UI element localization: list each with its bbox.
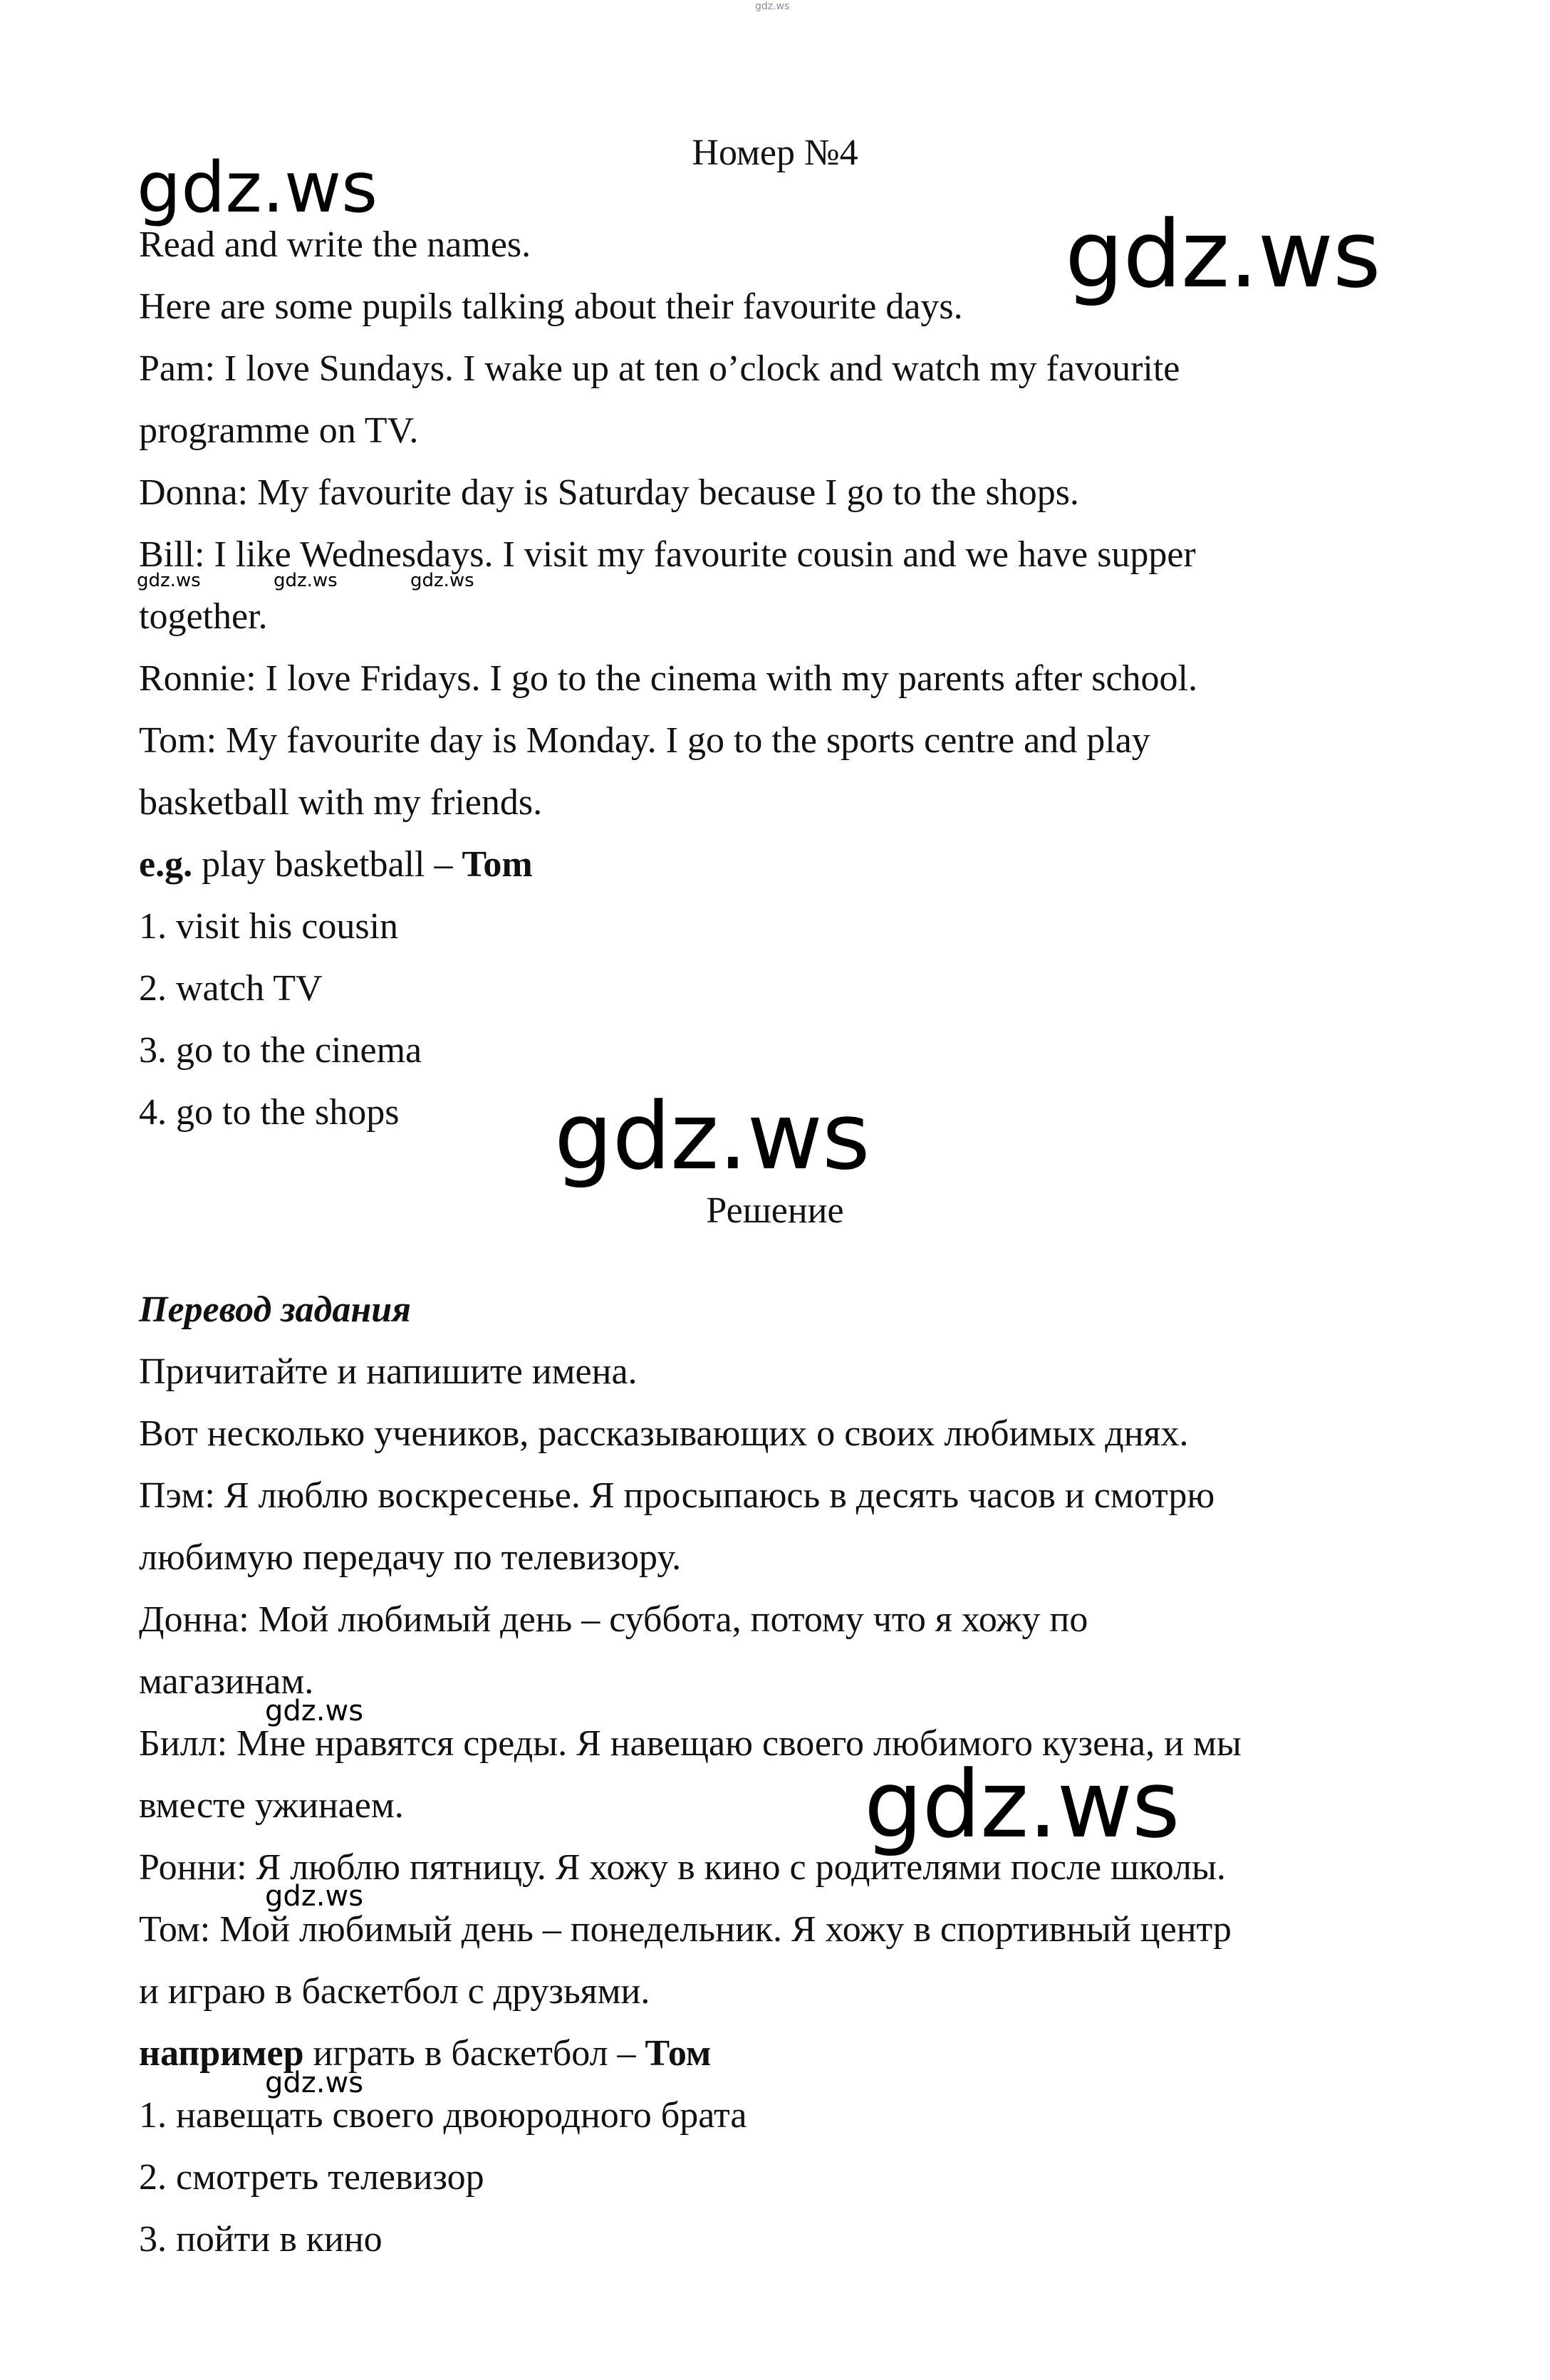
task-line: Bill: I like Wednesdays. I visit my favourite cousin and we have supper: [139, 534, 1196, 575]
task-line: Tom: My favourite day is Monday. I go to the sports centre and play: [139, 720, 1150, 761]
task-item: 2. watch TV: [139, 968, 323, 1009]
solution-line: магазинам.: [139, 1661, 314, 1702]
example-answer: Tom: [462, 844, 533, 885]
task-example: [139, 843, 533, 886]
translation-heading: Перевод задания: [139, 1289, 411, 1330]
task-line: Ronnie: I love Fridays. I go to the cinema with my parents after school.: [139, 658, 1197, 699]
task-line: basketball with my friends.: [139, 782, 543, 823]
page-title: Номер №4: [692, 132, 858, 173]
solution-instruction: Причитайте и напишите имена.: [139, 1351, 638, 1392]
solution-line: Том: Мой любимый день – понедельник. Я хожу в спортивный центр: [139, 1909, 1232, 1950]
watermark-top: gdz.ws: [755, 1, 790, 12]
solution-line: Пэм: Я люблю воскресенье. Я просыпаюсь в десять часов и смотрю: [139, 1475, 1215, 1516]
task-item: 4. go to the shops: [139, 1092, 400, 1133]
task-line: programme on TV.: [139, 410, 419, 451]
example-text: play basketball –: [192, 844, 462, 885]
example-prefix: e.g.: [139, 844, 193, 885]
solution-line: Донна: Мой любимый день – суббота, потому что я хожу по: [139, 1599, 1088, 1640]
watermark-lower-right: gdz.ws: [864, 1750, 1180, 1859]
task-item: 1. visit his cousin: [139, 906, 399, 947]
solution-line: Ронни: Я люблю пятницу. Я хожу в кино с родителями после школы.: [139, 1847, 1226, 1888]
solution-item: 1. навещать своего двоюродного брата: [139, 2095, 747, 2136]
solution-example-answer: Том: [645, 2033, 712, 2074]
watermark-top-left: gdz.ws: [137, 147, 378, 229]
task-item: 3. go to the cinema: [139, 1030, 422, 1071]
solution-heading: Решение: [706, 1190, 844, 1231]
task-line: Donna: My favourite day is Saturday because I go to the shops.: [139, 472, 1079, 513]
task-instruction: Read and write the names.: [139, 224, 531, 265]
watermark-tiny-2: gdz.ws: [274, 570, 338, 591]
solution-example-prefix: например: [139, 2033, 304, 2074]
watermark-tiny-1: gdz.ws: [137, 570, 201, 591]
task-line: Pam: I love Sundays. I wake up at ten o’clock and watch my favourite: [139, 348, 1180, 389]
solution-item: 3. пойти в кино: [139, 2219, 383, 2260]
solution-line: и играю в баскетбол с друзьями.: [139, 1971, 650, 2012]
task-line: together.: [139, 596, 268, 637]
solution-line: любимую передачу по телевизору.: [139, 1537, 682, 1578]
watermark-middle: gdz.ws: [554, 1082, 870, 1190]
watermark-small-1: gdz.ws: [265, 1695, 364, 1727]
watermark-small-2: gdz.ws: [265, 1880, 364, 1913]
task-intro: Here are some pupils talking about their favourite days.: [139, 286, 963, 327]
solution-item: 2. смотреть телевизор: [139, 2157, 484, 2198]
solution-line: вместе ужинаем.: [139, 1785, 404, 1826]
watermark-top-right: gdz.ws: [1065, 200, 1380, 308]
solution-example: [139, 2032, 711, 2075]
solution-line: Билл: Мне нравятся среды. Я навещаю своего любимого кузена, и мы: [139, 1723, 1242, 1764]
solution-intro: Вот несколько учеников, рассказывающих о своих любимых днях.: [139, 1413, 1189, 1454]
solution-example-text: играть в баскетбол –: [303, 2033, 645, 2074]
watermark-small-3: gdz.ws: [265, 2067, 364, 2099]
watermark-tiny-3: gdz.ws: [410, 570, 474, 591]
